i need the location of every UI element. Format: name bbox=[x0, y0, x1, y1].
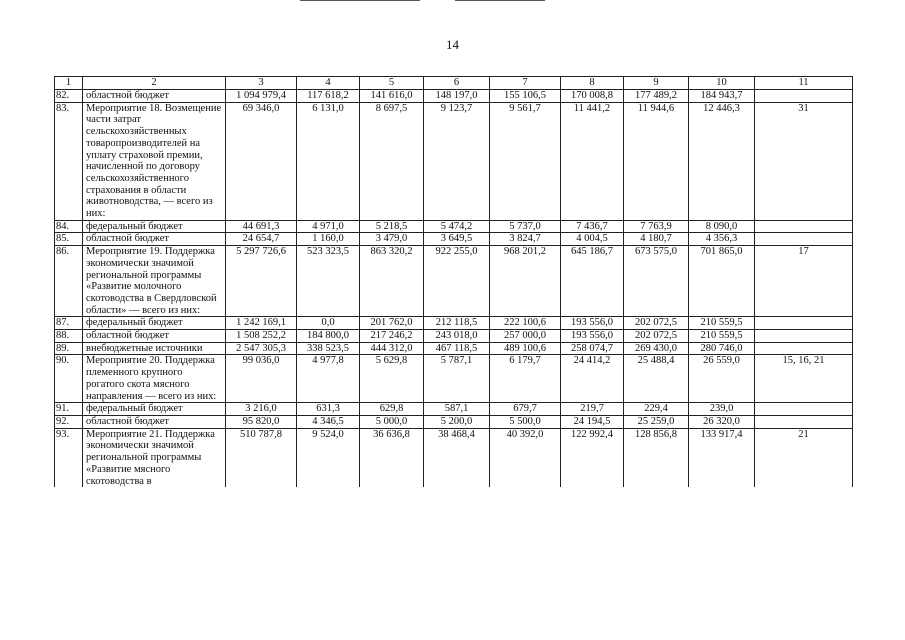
reference-cell bbox=[755, 342, 853, 355]
value-cell: 4 004,5 bbox=[561, 233, 624, 246]
value-cell: 467 118,5 bbox=[424, 342, 490, 355]
row-number: 82. bbox=[55, 90, 83, 103]
row-name: федеральный бюджет bbox=[83, 220, 226, 233]
header-cell: 9 bbox=[624, 77, 689, 90]
reference-cell bbox=[755, 330, 853, 343]
value-cell: 863 320,2 bbox=[360, 246, 424, 317]
value-cell: 229,4 bbox=[624, 403, 689, 416]
value-cell: 510 787,8 bbox=[226, 428, 297, 487]
value-cell: 11 944,6 bbox=[624, 102, 689, 220]
reference-cell bbox=[755, 90, 853, 103]
value-cell: 24 654,7 bbox=[226, 233, 297, 246]
value-cell: 9 561,7 bbox=[490, 102, 561, 220]
value-cell: 1 508 252,2 bbox=[226, 330, 297, 343]
row-number: 87. bbox=[55, 317, 83, 330]
header-cell: 3 bbox=[226, 77, 297, 90]
value-cell: 645 186,7 bbox=[561, 246, 624, 317]
value-cell: 5 474,2 bbox=[424, 220, 490, 233]
value-cell: 201 762,0 bbox=[360, 317, 424, 330]
value-cell: 239,0 bbox=[689, 403, 755, 416]
value-cell: 3 479,0 bbox=[360, 233, 424, 246]
header-cell: 2 bbox=[83, 77, 226, 90]
value-cell: 95 820,0 bbox=[226, 415, 297, 428]
top-rule-right bbox=[455, 0, 545, 1]
row-name: федеральный бюджет bbox=[83, 403, 226, 416]
value-cell: 26 320,0 bbox=[689, 415, 755, 428]
value-cell: 673 575,0 bbox=[624, 246, 689, 317]
value-cell: 25 488,4 bbox=[624, 355, 689, 403]
value-cell: 631,3 bbox=[297, 403, 360, 416]
value-cell: 4 356,3 bbox=[689, 233, 755, 246]
row-number: 83. bbox=[55, 102, 83, 220]
value-cell: 1 242 169,1 bbox=[226, 317, 297, 330]
row-number: 85. bbox=[55, 233, 83, 246]
value-cell: 679,7 bbox=[490, 403, 561, 416]
value-cell: 26 559,0 bbox=[689, 355, 755, 403]
value-cell: 489 100,6 bbox=[490, 342, 561, 355]
table-row bbox=[55, 330, 853, 343]
header-cell: 4 bbox=[297, 77, 360, 90]
row-number: 90. bbox=[55, 355, 83, 403]
value-cell: 444 312,0 bbox=[360, 342, 424, 355]
value-cell: 701 865,0 bbox=[689, 246, 755, 317]
value-cell: 968 201,2 bbox=[490, 246, 561, 317]
value-cell: 193 556,0 bbox=[561, 330, 624, 343]
header-cell: 5 bbox=[360, 77, 424, 90]
value-cell: 210 559,5 bbox=[689, 317, 755, 330]
row-name: Мероприятие 19. Поддержка экономически значимой региональной программы «Развитие молочного скотоводства в Свердловской области» — всего из них: bbox=[83, 246, 226, 317]
value-cell: 258 074,7 bbox=[561, 342, 624, 355]
row-name: областной бюджет bbox=[83, 233, 226, 246]
value-cell: 193 556,0 bbox=[561, 317, 624, 330]
value-cell: 4 977,8 bbox=[297, 355, 360, 403]
table-row bbox=[55, 428, 853, 487]
value-cell: 1 160,0 bbox=[297, 233, 360, 246]
table-row bbox=[55, 246, 853, 317]
value-cell: 122 992,4 bbox=[561, 428, 624, 487]
row-name: Мероприятие 18. Возмещение части затрат сельскохозяйственных товаропроизводителей на уплату страховой премии, начисленной по договору сельскохозяйственного страхования в области животноводства, — всего из них: bbox=[83, 102, 226, 220]
reference-cell: 15, 16, 21 bbox=[755, 355, 853, 403]
reference-cell bbox=[755, 233, 853, 246]
value-cell: 4 346,5 bbox=[297, 415, 360, 428]
table-row bbox=[55, 90, 853, 103]
value-cell: 5 500,0 bbox=[490, 415, 561, 428]
reference-cell bbox=[755, 220, 853, 233]
value-cell: 922 255,0 bbox=[424, 246, 490, 317]
row-number: 92. bbox=[55, 415, 83, 428]
value-cell: 5 787,1 bbox=[424, 355, 490, 403]
reference-cell: 21 bbox=[755, 428, 853, 487]
value-cell: 148 197,0 bbox=[424, 90, 490, 103]
value-cell: 629,8 bbox=[360, 403, 424, 416]
value-cell: 219,7 bbox=[561, 403, 624, 416]
value-cell: 4 971,0 bbox=[297, 220, 360, 233]
value-cell: 24 414,2 bbox=[561, 355, 624, 403]
reference-cell bbox=[755, 317, 853, 330]
value-cell: 217 246,2 bbox=[360, 330, 424, 343]
row-name: внебюджетные источники bbox=[83, 342, 226, 355]
value-cell: 117 618,2 bbox=[297, 90, 360, 103]
value-cell: 210 559,5 bbox=[689, 330, 755, 343]
value-cell: 40 392,0 bbox=[490, 428, 561, 487]
header-cell: 8 bbox=[561, 77, 624, 90]
reference-cell: 31 bbox=[755, 102, 853, 220]
value-cell: 6 179,7 bbox=[490, 355, 561, 403]
value-cell: 3 824,7 bbox=[490, 233, 561, 246]
value-cell: 5 200,0 bbox=[424, 415, 490, 428]
value-cell: 5 297 726,6 bbox=[226, 246, 297, 317]
value-cell: 9 123,7 bbox=[424, 102, 490, 220]
value-cell: 8 697,5 bbox=[360, 102, 424, 220]
value-cell: 5 000,0 bbox=[360, 415, 424, 428]
table-row bbox=[55, 342, 853, 355]
row-number: 93. bbox=[55, 428, 83, 487]
value-cell: 6 131,0 bbox=[297, 102, 360, 220]
value-cell: 3 216,0 bbox=[226, 403, 297, 416]
header-cell: 7 bbox=[490, 77, 561, 90]
row-name: областной бюджет bbox=[83, 90, 226, 103]
table-row bbox=[55, 317, 853, 330]
value-cell: 8 090,0 bbox=[689, 220, 755, 233]
table-row bbox=[55, 102, 853, 220]
header-cell: 10 bbox=[689, 77, 755, 90]
reference-cell bbox=[755, 403, 853, 416]
value-cell: 212 118,5 bbox=[424, 317, 490, 330]
page-number: 14 bbox=[446, 37, 459, 52]
budget-table bbox=[54, 76, 853, 487]
table-row bbox=[55, 355, 853, 403]
value-cell: 7 763,9 bbox=[624, 220, 689, 233]
value-cell: 3 649,5 bbox=[424, 233, 490, 246]
row-number: 89. bbox=[55, 342, 83, 355]
header-cell: 11 bbox=[755, 77, 853, 90]
value-cell: 99 036,0 bbox=[226, 355, 297, 403]
value-cell: 7 436,7 bbox=[561, 220, 624, 233]
value-cell: 0,0 bbox=[297, 317, 360, 330]
table-row bbox=[55, 415, 853, 428]
row-name: Мероприятие 21. Поддержка экономически значимой региональной программы «Развитие мясного скотоводства в bbox=[83, 428, 226, 487]
value-cell: 1 094 979,4 bbox=[226, 90, 297, 103]
header-cell: 1 bbox=[55, 77, 83, 90]
value-cell: 69 346,0 bbox=[226, 102, 297, 220]
value-cell: 36 636,8 bbox=[360, 428, 424, 487]
value-cell: 155 106,5 bbox=[490, 90, 561, 103]
value-cell: 24 194,5 bbox=[561, 415, 624, 428]
value-cell: 5 218,5 bbox=[360, 220, 424, 233]
table-row bbox=[55, 233, 853, 246]
value-cell: 184 800,0 bbox=[297, 330, 360, 343]
value-cell: 38 468,4 bbox=[424, 428, 490, 487]
header-row bbox=[55, 77, 853, 90]
value-cell: 25 259,0 bbox=[624, 415, 689, 428]
value-cell: 128 856,8 bbox=[624, 428, 689, 487]
value-cell: 170 008,8 bbox=[561, 90, 624, 103]
row-number: 84. bbox=[55, 220, 83, 233]
value-cell: 11 441,2 bbox=[561, 102, 624, 220]
value-cell: 5 629,8 bbox=[360, 355, 424, 403]
value-cell: 338 523,5 bbox=[297, 342, 360, 355]
value-cell: 44 691,3 bbox=[226, 220, 297, 233]
row-number: 91. bbox=[55, 403, 83, 416]
reference-cell: 17 bbox=[755, 246, 853, 317]
value-cell: 9 524,0 bbox=[297, 428, 360, 487]
value-cell: 2 547 305,3 bbox=[226, 342, 297, 355]
value-cell: 523 323,5 bbox=[297, 246, 360, 317]
row-name: Мероприятие 20. Поддержка племенного крупного рогатого скота мясного направления — всего из них: bbox=[83, 355, 226, 403]
top-rule-left bbox=[300, 0, 420, 1]
row-number: 86. bbox=[55, 246, 83, 317]
header-cell: 6 bbox=[424, 77, 490, 90]
row-number: 88. bbox=[55, 330, 83, 343]
value-cell: 257 000,0 bbox=[490, 330, 561, 343]
table-row bbox=[55, 403, 853, 416]
table-row bbox=[55, 220, 853, 233]
value-cell: 177 489,2 bbox=[624, 90, 689, 103]
value-cell: 12 446,3 bbox=[689, 102, 755, 220]
value-cell: 133 917,4 bbox=[689, 428, 755, 487]
value-cell: 222 100,6 bbox=[490, 317, 561, 330]
value-cell: 141 616,0 bbox=[360, 90, 424, 103]
value-cell: 4 180,7 bbox=[624, 233, 689, 246]
row-name: областной бюджет bbox=[83, 330, 226, 343]
value-cell: 202 072,5 bbox=[624, 330, 689, 343]
value-cell: 184 943,7 bbox=[689, 90, 755, 103]
row-name: федеральный бюджет bbox=[83, 317, 226, 330]
value-cell: 587,1 bbox=[424, 403, 490, 416]
value-cell: 269 430,0 bbox=[624, 342, 689, 355]
value-cell: 202 072,5 bbox=[624, 317, 689, 330]
value-cell: 280 746,0 bbox=[689, 342, 755, 355]
value-cell: 243 018,0 bbox=[424, 330, 490, 343]
row-name: областной бюджет bbox=[83, 415, 226, 428]
value-cell: 5 737,0 bbox=[490, 220, 561, 233]
reference-cell bbox=[755, 415, 853, 428]
